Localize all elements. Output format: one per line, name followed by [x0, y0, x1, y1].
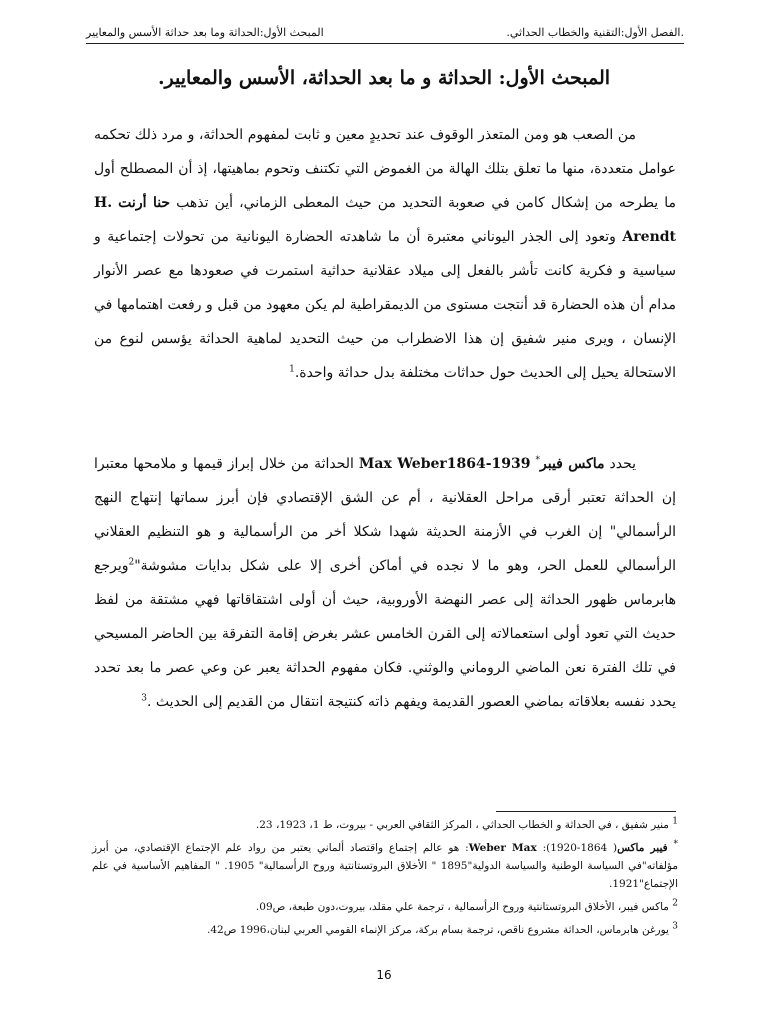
paragraph-2-text-b: الحداثة من خلال إبراز قيمها و ملامحها معتبرا إن الحداثة تعتبر أرقى مراحل العقلانية ، أم عن الشق الإقتصادي فإن أبرز سماتها إنتهاج النهج الرأسمالي" إن الغرب في الأزمنة الحديثة شهدا شكلا أخر من الرأسمالية و هو التنظيم العقلاني الرأسمالي للعمل الحر، وهو ما لا نجده في أماكن أخرى إلا على شكل بدايات مشوشة": [94, 456, 676, 574]
name-weber-en: Max Weber1864-1939: [358, 456, 531, 472]
footnote-text: : هو عالم إجتماع واقتصاد ألماني يعتبر من رواد علم الإجتماع الإقتصادي، من أبرز مؤلفاته"في السياسة الوطنية والسياسة الدولية"1895 " الأخلاق البروتستانتية وروح الرأسمالية" 1905. " المفاهيم الأساسية في علم الإجتماع"1921.: [92, 842, 679, 890]
footnote-mark: 3: [672, 921, 678, 932]
footnote-separator: [496, 811, 676, 812]
footnote-ref-2[interactable]: 2: [128, 557, 135, 568]
footnote-text: منير شفيق ، في الحداثة و الخطاب الحداثي ، المركز الثقافي العربي - بيروت، ط 1، 1923، 23.: [255, 819, 669, 831]
paragraph-2-text-a: يحدد: [609, 456, 637, 472]
name-weber-ar: ماكس فيبر: [540, 456, 605, 472]
name-arendt-ar: حنا أرنت: [118, 195, 171, 211]
footnote-ref-1[interactable]: 1: [289, 364, 295, 375]
footnote-mark: 1: [672, 816, 678, 827]
footnote-ref-star[interactable]: *: [535, 455, 540, 466]
paragraph-2: [94, 447, 676, 719]
paragraph-2-text-c: ويرجع هابرماس ظهور الحداثة إلى عصر النهضة الأوروبية، حيث أن أولى اشتقاقاتها فهي مشتقة من لفظ حديث التي تعود أولى استعمالاته إلى القرن الخامس عشر بغرض إقامة التفرقة بين الحاضر المسيحي في تلك الفترة نعن الماضي الروماني والوثني. فكان مفهوم الحداثة يعبر عن وعي عصر ما بعد تحدد يحدد نفسه بعلاقاته بماضي العصور القديمة ويفهم ذاته كنتيجة انتقال من القديم إلى الحديث .: [94, 558, 676, 710]
footnote-text: ماكس فيبر، الأخلاق البروتستانتية وروح الرأسمالية ، ترجمة علي مقلد، بيروت،دون طبعة، ص09.: [255, 901, 669, 913]
page-number: 16: [376, 968, 392, 982]
footnote-1: [92, 816, 678, 834]
footnote-star: [92, 839, 678, 893]
header-section: المبحث الأول:الحداثة وما بعد حداثة الأسس والمعايير: [86, 26, 324, 39]
footnote-weber-years: :(1920-1864 ): [542, 842, 618, 854]
paragraph-1-text-b: وتعود إلى الجذر اليوناني معتبرة أن ما شاهدته الحضارة اليونانية من تحولات إجتماعية و سياسية و فكرية كانت تأشر بالفعل إلى ميلاد عقلانية حداثية استمرت في صعودها مع عصر الأنوار مدام أن هذه الحضارة قد أنتجت مستوى من الديمقراطية لم يكن معهود من قبل و رفعت اهتمامها في الإنسان ، ويرى منير شفيق إن هذا الاضطراب من حيث التحديد لماهية الحداثة يؤسس لنوع من الاستحالة يحيل إلى الحديث حول حداثات مختلفة بدل حداثة واحدة.: [94, 229, 676, 381]
footnote-mark: *: [673, 839, 678, 850]
name-arendt-en: H. Arendt: [94, 195, 677, 245]
section-title: المبحث الأول: الحداثة و ما بعد الحداثة، الأسس والمعايير.: [157, 67, 611, 89]
footnote-mark: 2: [672, 898, 678, 909]
header-chapter: .الفصل الأول:التقنية والخطاب الحداثي.: [506, 26, 684, 39]
footnote-ref-3[interactable]: 3: [141, 693, 148, 704]
footnote-text: يورغن هابرماس، الحداثة مشروع ناقص، ترجمة بسام بركة، مركز الإنماء القومي العربي لبنان،1996 ص42.: [207, 924, 669, 936]
footnote-2: [92, 898, 678, 916]
paragraph-1: [94, 118, 676, 390]
footnote-weber-name: فيبر ماكس: [617, 842, 668, 854]
footnote-3: [92, 921, 678, 939]
paragraph-1-text-a: من الصعب هو ومن المتعذر الوقوف عند تحديدٍ معين و ثابت لمفهوم الحداثة، و مرد ذلك تحكمه عوامل متعددة، منها ما تعلق بتلك الهالة من الغموض التي تكتنف وتحوم بماهيتها، إذ أن المصطلح أول ما يطرحه من إشكال كامن في صعوبة التحديد من حيث المعطى الزماني، أين تذهب: [94, 127, 677, 211]
footnote-weber-latin: Weber Max: [468, 842, 537, 854]
footnotes: [92, 816, 678, 944]
running-header: [86, 26, 684, 44]
